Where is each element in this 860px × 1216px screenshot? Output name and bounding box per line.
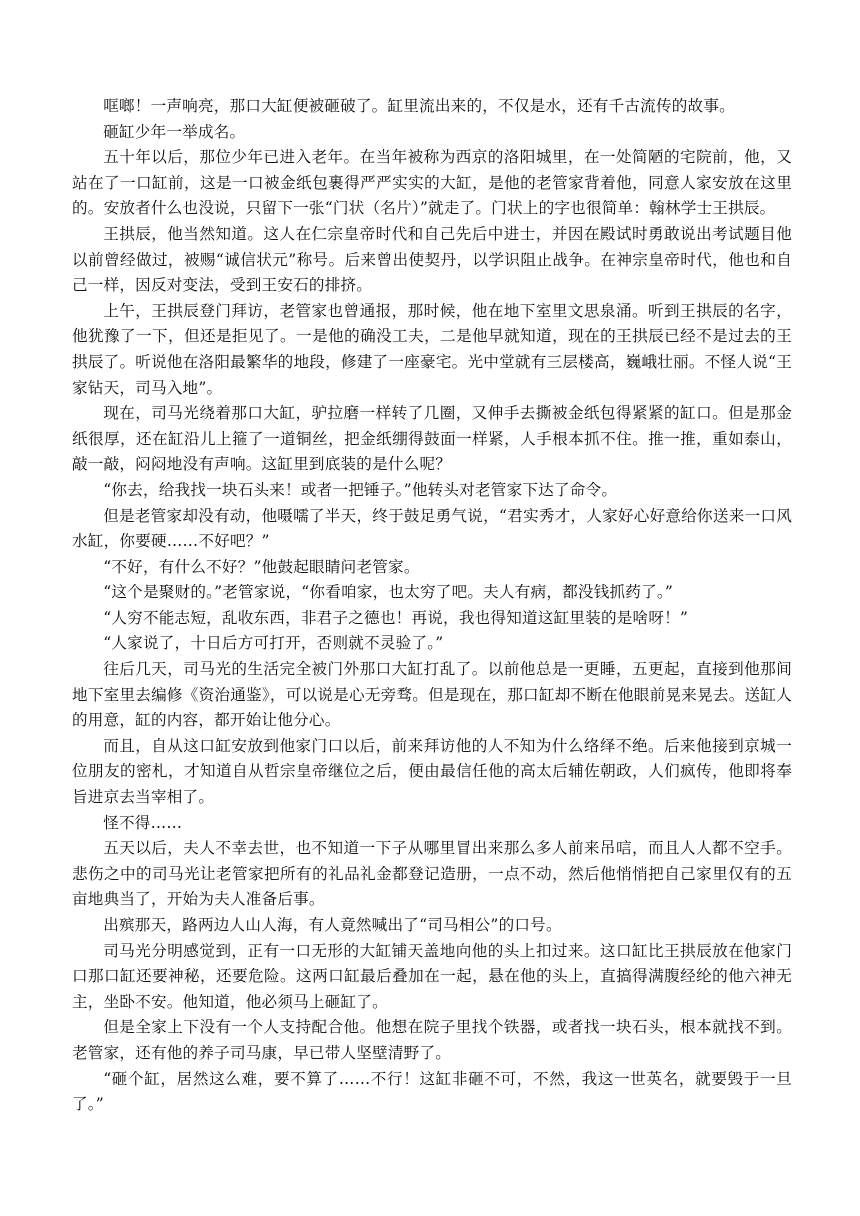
- paragraph: 五十年以后，那位少年已进入老年。在当年被称为西京的洛阳城里，在一处简陋的宅院前，他，又站在了一口缸前，这是一口被金纸包裹得严严实实的大缸，是他的老管家背着他，同意人家安放在这里的。安放者什么也没说，只留下一张“门状（名片）”就走了。门状上的字也很简单：翰林学士王拱辰。: [72, 148, 792, 218]
- paragraph: “不好，有什么不好？”他鼓起眼睛问老管家。: [103, 557, 420, 576]
- paragraph: 但是老管家却没有动，他嗫嚅了半天，终于鼓足勇气说，“君实秀才，人家好心好意给你送来一口风水缸，你要硬……不好吧？”: [72, 506, 792, 551]
- paragraph: 而且，自从这口缸安放到他家门口以后，前来拜访他的人不知为什么络绎不绝。后来他接到京城一位朋友的密札，才知道自从哲宗皇帝继位之后，便由最信任他的高太后辅佐朝政，人们疯传，他即将奉旨进京去当宰相了。: [72, 736, 792, 807]
- paragraph: “你去，给我找一块石头来！或者一把锤子。”他转头对老管家下达了命令。: [103, 480, 618, 499]
- paragraph: “砸个缸，居然这么难，要不算了……不行！这缸非砸不可，不然，我这一世英名，就要毁于一旦了。”: [72, 1069, 792, 1114]
- paragraph: 怪不得……: [103, 813, 183, 832]
- paragraph: 五天以后，夫人不幸去世，也不知道一下子从哪里冒出来那么多人前来吊唁，而且人人都不空手。悲伤之中的司马光让老管家把所有的礼品礼金都登记造册，一点不动，然后他悄悄把自己家里仅有的五亩地典当了，开始为夫人准备后事。: [72, 839, 792, 909]
- paragraph: 王拱辰，他当然知道。这人在仁宗皇帝时代和自己先后中进士，并因在殿试时勇敢说出考试题目他以前曾经做过，被赐“诚信状元”称号。后来曾出使契丹，以学识阻止战争。在神宗皇帝时代，他也和自己一样，因反对变法，受到王安石的排挤。: [72, 224, 792, 295]
- story-body: [72, 94, 792, 1118]
- paragraph: “人家说了，十日后方可打开，否则就不灵验了。”: [103, 634, 444, 653]
- paragraph: 但是全家上下没有一个人支持配合他。他想在院子里找个铁器，或者找一块石头，根本就找不到。老管家，还有他的养子司马康，早已带人坚壁清野了。: [72, 1018, 792, 1062]
- paragraph: 司马光分明感觉到，正有一口无形的大缸铺天盖地向他的头上扣过来。这口缸比王拱辰放在他家门口那口缸还要神秘，还要危险。这两口缸最后叠加在一起，悬在他的头上，直搞得满腹经纶的他六神无主，坐卧不安。他知道，他必须马上砸缸了。: [72, 941, 792, 1011]
- paragraph: 砸缸少年一举成名。: [103, 122, 246, 141]
- paragraph: 上午，王拱辰登门拜访，老管家也曾通报，那时候，他在地下室里文思泉涌。听到王拱辰的名字，他犹豫了一下，但还是拒见了。一是他的确没工夫，二是他早就知道，现在的王拱辰已经不是过去的王拱辰了。听说他在洛阳最繁华的地段，修建了一座豪宅。光中堂就有三层楼高，巍峨壮丽。不怪人说“王家钻天，司马入地”。: [72, 301, 792, 397]
- paragraph: 出殡那天，路两边人山人海，有人竟然喊出了“司马相公”的口号。: [103, 916, 562, 934]
- paragraph: “这个是聚财的。”老管家说，“你看咱家，也太穷了吧。夫人有病，都没钱抓药了。”: [103, 583, 674, 602]
- paragraph: 往后几天，司马光的生活完全被门外那口大缸打乱了。以前他总是一更睡，五更起，直接到他那间地下室里去编修《资治通鉴》，可以说是心无旁骛。但是现在，那口缸却不断在他眼前晃来晃去。送缸人的用意，缸的内容，都开始让他分心。: [72, 660, 792, 730]
- paragraph: 哐啷！一声响亮，那口大缸便被砸破了。缸里流出来的，不仅是水，还有千古流传的故事。: [103, 97, 735, 115]
- paragraph: 现在，司马光绕着那口大缸，驴拉磨一样转了几圈，又伸手去撕被金纸包得紧紧的缸口。但是那金纸很厚，还在缸沿儿上箍了一道铜丝，把金纸绷得鼓面一样紧，人手根本抓不住。推一推，重如泰山，敲一敲，闷闷地没有声响。这缸里到底装的是什么呢？: [72, 404, 792, 474]
- paragraph: “人穷不能志短，乱收东西，非君子之德也！再说，我也得知道这缸里装的是啥呀！”: [103, 608, 689, 627]
